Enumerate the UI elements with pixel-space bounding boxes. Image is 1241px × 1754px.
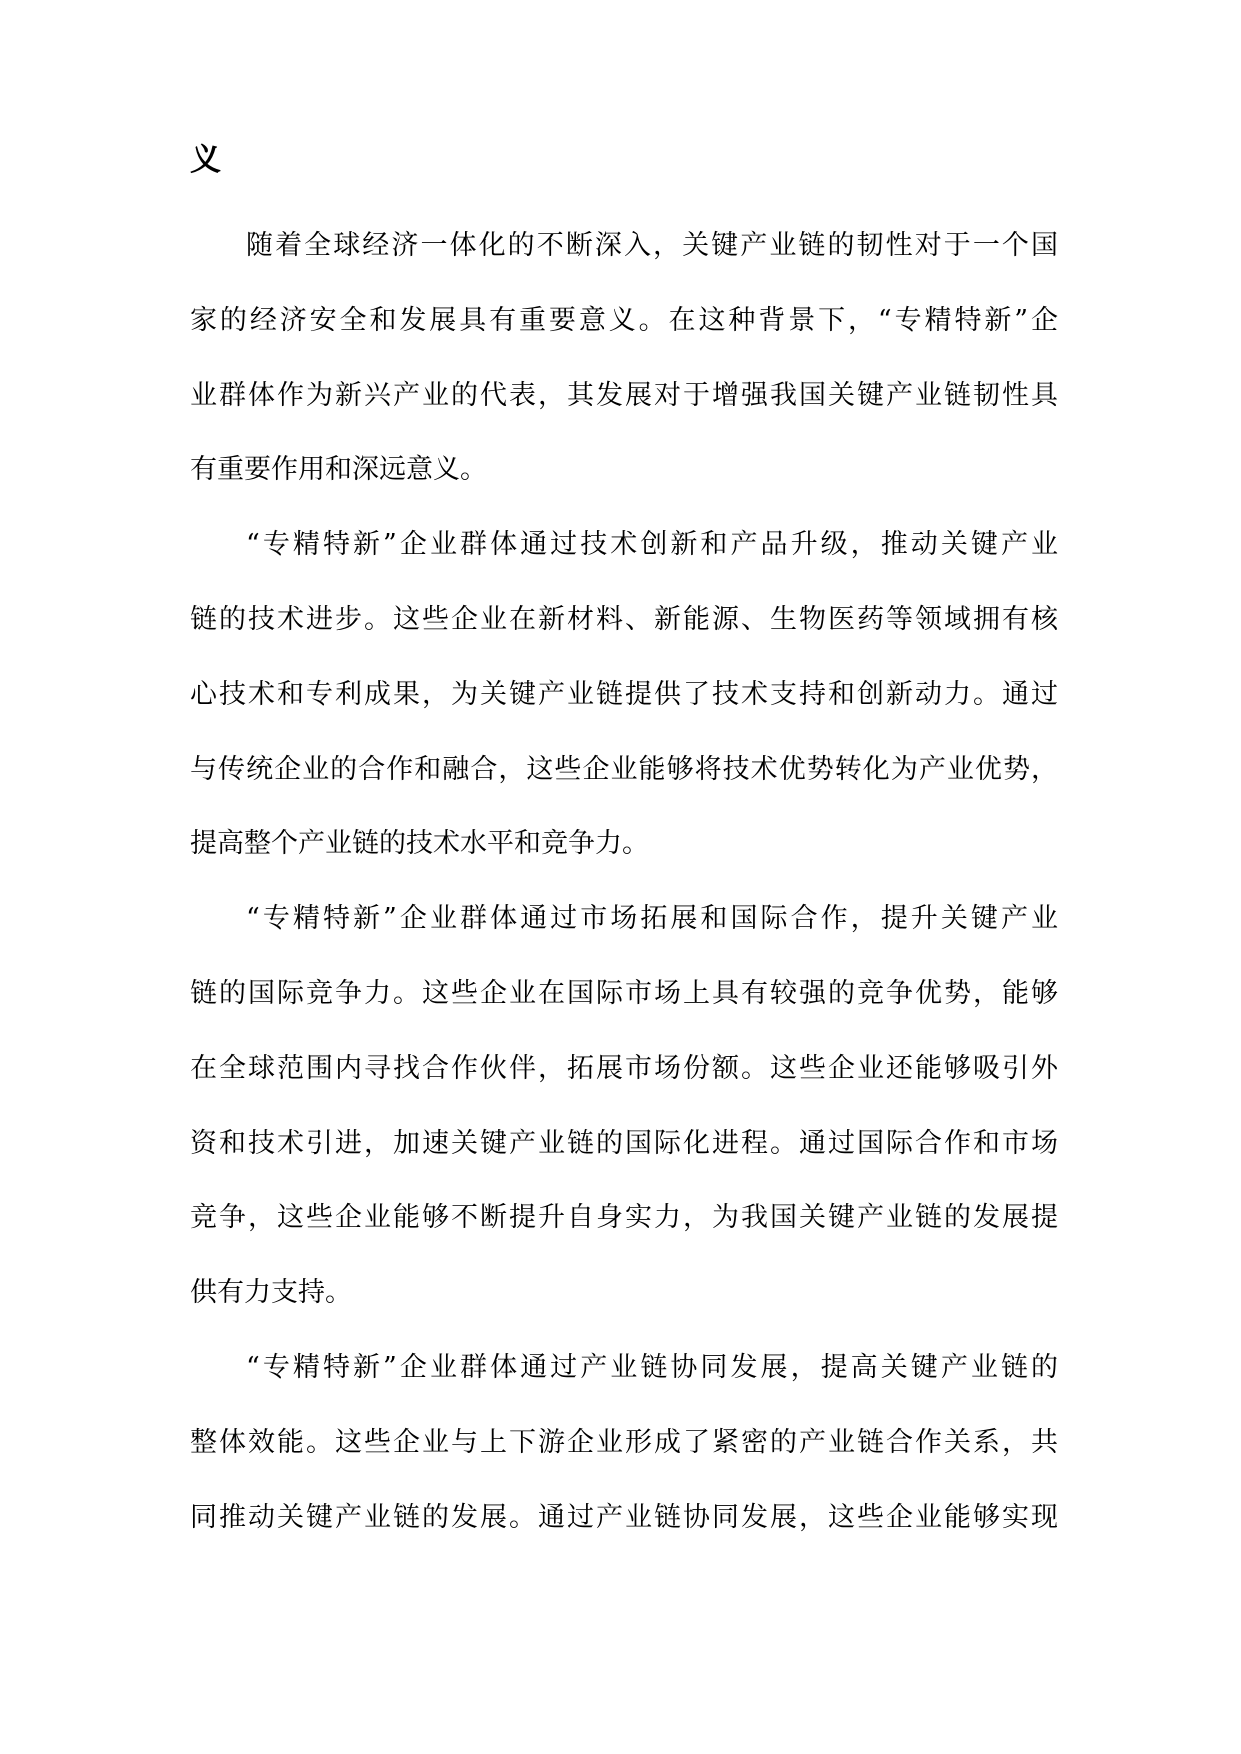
paragraph-line: 家的经济安全和发展具有重要意义。在这种背景下，“专精特新”企 — [190, 304, 1058, 336]
document-body — [190, 226, 1058, 1572]
paragraph — [190, 899, 1058, 1348]
paragraph-line: 同推动关键产业链的发展。通过产业链协同发展，这些企业能够实现 — [190, 1501, 1058, 1533]
paragraph — [190, 1348, 1058, 1572]
paragraph-line: 随着全球经济一体化的不断深入，关键产业链的韧性对于一个国 — [246, 230, 1058, 261]
paragraph-line: 链的技术进步。这些企业在新材料、新能源、生物医药等领域拥有核 — [190, 603, 1058, 635]
paragraph-line: 竞争，这些企业能够不断提升自身实力，为我国关键产业链的发展提 — [190, 1202, 1058, 1234]
paragraph — [190, 226, 1058, 525]
paragraph-line: 资和技术引进，加速关键产业链的国际化进程。通过国际合作和市场 — [190, 1127, 1058, 1159]
paragraph-line: 与传统企业的合作和融合，这些企业能够将技术优势转化为产业优势， — [190, 753, 1058, 785]
paragraph-line: “专精特新”企业群体通过市场拓展和国际合作，提升关键产业 — [246, 903, 1058, 935]
paragraph — [190, 525, 1058, 899]
paragraph-line: 链的国际竞争力。这些企业在国际市场上具有较强的竞争优势，能够 — [190, 977, 1058, 1009]
paragraph-line: “专精特新”企业群体通过技术创新和产品升级，推动关键产业 — [246, 529, 1058, 561]
paragraph-line: 提高整个产业链的技术水平和竞争力。 — [190, 828, 649, 860]
section-heading-fragment: 义 — [190, 142, 221, 178]
paragraph-line: “专精特新”企业群体通过产业链协同发展，提高关键产业链的 — [246, 1351, 1058, 1383]
paragraph-line: 心技术和专利成果，为关键产业链提供了技术支持和创新动力。通过 — [190, 678, 1058, 710]
paragraph-line: 业群体作为新兴产业的代表，其发展对于增强我国关键产业链韧性具 — [190, 379, 1058, 411]
paragraph-line: 有重要作用和深远意义。 — [190, 454, 487, 486]
paragraph-line: 供有力支持。 — [190, 1277, 352, 1309]
paragraph-line: 整体效能。这些企业与上下游企业形成了紧密的产业链合作关系，共 — [190, 1426, 1058, 1458]
paragraph-line: 在全球范围内寻找合作伙伴，拓展市场份额。这些企业还能够吸引外 — [190, 1052, 1058, 1084]
